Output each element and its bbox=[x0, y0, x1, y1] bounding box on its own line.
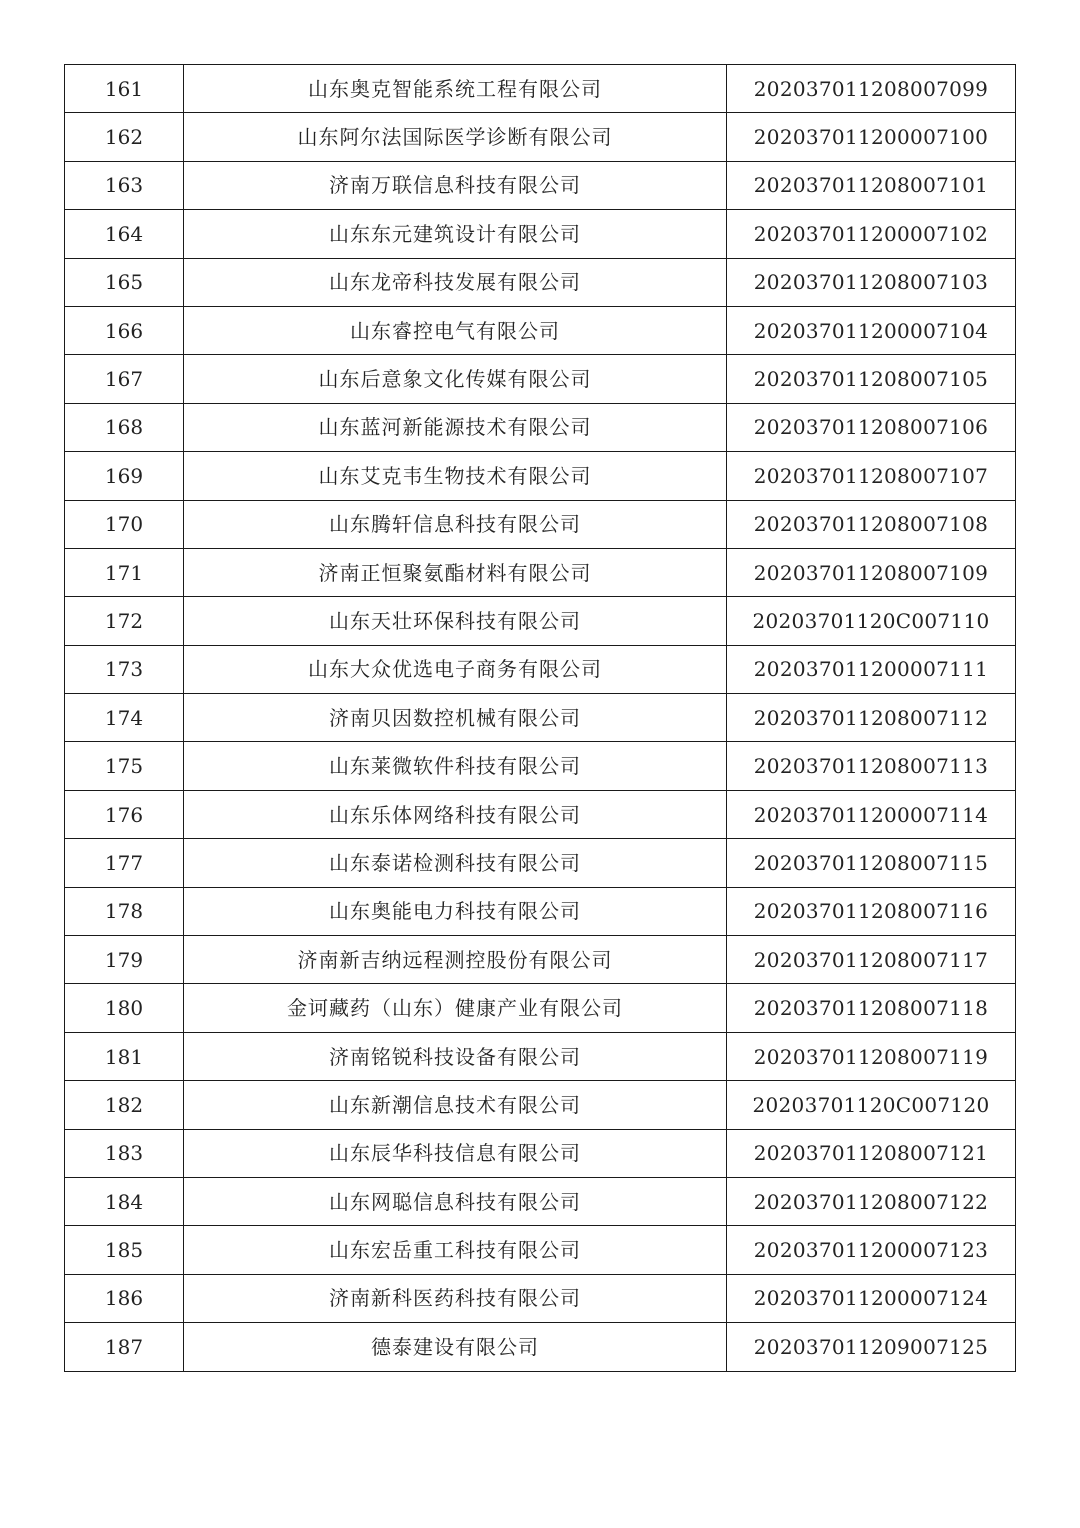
company-name-cell: 山东阿尔法国际医学诊断有限公司 bbox=[184, 113, 727, 161]
row-index-cell: 172 bbox=[65, 597, 184, 645]
registration-code-cell: 202037011208007117 bbox=[727, 936, 1016, 984]
row-index-cell: 171 bbox=[65, 548, 184, 596]
registration-code-cell: 202037011200007104 bbox=[727, 306, 1016, 354]
row-index-cell: 173 bbox=[65, 645, 184, 693]
company-name-cell: 山东睿控电气有限公司 bbox=[184, 306, 727, 354]
row-index-cell: 177 bbox=[65, 839, 184, 887]
company-name-cell: 山东艾克韦生物技术有限公司 bbox=[184, 452, 727, 500]
row-index-cell: 186 bbox=[65, 1274, 184, 1322]
table-row bbox=[65, 548, 1016, 596]
company-name-cell: 山东后意象文化传媒有限公司 bbox=[184, 355, 727, 403]
registration-code-cell: 202037011208007103 bbox=[727, 258, 1016, 306]
registration-code-cell: 202037011208007118 bbox=[727, 984, 1016, 1032]
registration-code-cell: 202037011200007102 bbox=[727, 210, 1016, 258]
table-row bbox=[65, 1323, 1016, 1371]
company-name-cell: 山东腾轩信息科技有限公司 bbox=[184, 500, 727, 548]
row-index-cell: 169 bbox=[65, 452, 184, 500]
company-name-cell: 山东蓝河新能源技术有限公司 bbox=[184, 403, 727, 451]
table-row bbox=[65, 694, 1016, 742]
table-row bbox=[65, 355, 1016, 403]
table-row bbox=[65, 1177, 1016, 1225]
row-index-cell: 183 bbox=[65, 1129, 184, 1177]
company-name-cell: 山东乐体网络科技有限公司 bbox=[184, 790, 727, 838]
company-registry-table bbox=[64, 64, 1016, 1372]
company-name-cell: 济南新吉纳远程测控股份有限公司 bbox=[184, 936, 727, 984]
table-row bbox=[65, 210, 1016, 258]
company-name-cell: 济南铭锐科技设备有限公司 bbox=[184, 1032, 727, 1080]
table-row bbox=[65, 452, 1016, 500]
table-row bbox=[65, 742, 1016, 790]
table-row bbox=[65, 936, 1016, 984]
registration-code-cell: 202037011200007111 bbox=[727, 645, 1016, 693]
registration-code-cell: 202037011208007109 bbox=[727, 548, 1016, 596]
table-row bbox=[65, 1129, 1016, 1177]
company-name-cell: 德泰建设有限公司 bbox=[184, 1323, 727, 1371]
table-row bbox=[65, 306, 1016, 354]
row-index-cell: 178 bbox=[65, 887, 184, 935]
table-row bbox=[65, 1274, 1016, 1322]
table-row bbox=[65, 1226, 1016, 1274]
company-name-cell: 山东天壮环保科技有限公司 bbox=[184, 597, 727, 645]
row-index-cell: 175 bbox=[65, 742, 184, 790]
table-row bbox=[65, 403, 1016, 451]
company-name-cell: 山东大众优选电子商务有限公司 bbox=[184, 645, 727, 693]
company-name-cell: 金诃藏药（山东）健康产业有限公司 bbox=[184, 984, 727, 1032]
company-name-cell: 山东泰诺检测科技有限公司 bbox=[184, 839, 727, 887]
row-index-cell: 180 bbox=[65, 984, 184, 1032]
company-name-cell: 山东辰华科技信息有限公司 bbox=[184, 1129, 727, 1177]
row-index-cell: 179 bbox=[65, 936, 184, 984]
registration-code-cell: 202037011208007119 bbox=[727, 1032, 1016, 1080]
registration-code-cell: 202037011208007108 bbox=[727, 500, 1016, 548]
table-row bbox=[65, 887, 1016, 935]
row-index-cell: 166 bbox=[65, 306, 184, 354]
registration-code-cell: 202037011200007100 bbox=[727, 113, 1016, 161]
company-name-cell: 济南贝因数控机械有限公司 bbox=[184, 694, 727, 742]
registration-code-cell: 20203701120C007120 bbox=[727, 1081, 1016, 1129]
table-row bbox=[65, 1081, 1016, 1129]
table-row bbox=[65, 839, 1016, 887]
table-body bbox=[65, 65, 1016, 1372]
registration-code-cell: 202037011200007123 bbox=[727, 1226, 1016, 1274]
registration-code-cell: 202037011200007124 bbox=[727, 1274, 1016, 1322]
company-name-cell: 济南万联信息科技有限公司 bbox=[184, 161, 727, 209]
company-name-cell: 山东东元建筑设计有限公司 bbox=[184, 210, 727, 258]
company-name-cell: 山东网聪信息科技有限公司 bbox=[184, 1177, 727, 1225]
document-page bbox=[64, 64, 1015, 1372]
company-name-cell: 山东龙帝科技发展有限公司 bbox=[184, 258, 727, 306]
table-row bbox=[65, 597, 1016, 645]
registration-code-cell: 202037011208007101 bbox=[727, 161, 1016, 209]
table-row bbox=[65, 984, 1016, 1032]
registration-code-cell: 202037011208007115 bbox=[727, 839, 1016, 887]
row-index-cell: 164 bbox=[65, 210, 184, 258]
registration-code-cell: 202037011208007099 bbox=[727, 65, 1016, 113]
registration-code-cell: 202037011208007113 bbox=[727, 742, 1016, 790]
table-row bbox=[65, 645, 1016, 693]
company-name-cell: 山东宏岳重工科技有限公司 bbox=[184, 1226, 727, 1274]
company-name-cell: 山东新潮信息技术有限公司 bbox=[184, 1081, 727, 1129]
table-row bbox=[65, 113, 1016, 161]
registration-code-cell: 202037011208007121 bbox=[727, 1129, 1016, 1177]
company-name-cell: 山东奥克智能系统工程有限公司 bbox=[184, 65, 727, 113]
row-index-cell: 168 bbox=[65, 403, 184, 451]
registration-code-cell: 202037011208007122 bbox=[727, 1177, 1016, 1225]
row-index-cell: 187 bbox=[65, 1323, 184, 1371]
row-index-cell: 176 bbox=[65, 790, 184, 838]
row-index-cell: 165 bbox=[65, 258, 184, 306]
row-index-cell: 170 bbox=[65, 500, 184, 548]
registration-code-cell: 202037011208007105 bbox=[727, 355, 1016, 403]
row-index-cell: 184 bbox=[65, 1177, 184, 1225]
row-index-cell: 181 bbox=[65, 1032, 184, 1080]
row-index-cell: 182 bbox=[65, 1081, 184, 1129]
registration-code-cell: 20203701120C007110 bbox=[727, 597, 1016, 645]
table-row bbox=[65, 790, 1016, 838]
row-index-cell: 161 bbox=[65, 65, 184, 113]
registration-code-cell: 202037011208007107 bbox=[727, 452, 1016, 500]
table-row bbox=[65, 1032, 1016, 1080]
row-index-cell: 167 bbox=[65, 355, 184, 403]
row-index-cell: 162 bbox=[65, 113, 184, 161]
table-row bbox=[65, 500, 1016, 548]
registration-code-cell: 202037011208007116 bbox=[727, 887, 1016, 935]
table-row bbox=[65, 65, 1016, 113]
registration-code-cell: 202037011200007114 bbox=[727, 790, 1016, 838]
row-index-cell: 185 bbox=[65, 1226, 184, 1274]
registration-code-cell: 202037011208007106 bbox=[727, 403, 1016, 451]
table-row bbox=[65, 258, 1016, 306]
company-name-cell: 济南新科医药科技有限公司 bbox=[184, 1274, 727, 1322]
registration-code-cell: 202037011208007112 bbox=[727, 694, 1016, 742]
company-name-cell: 济南正恒聚氨酯材料有限公司 bbox=[184, 548, 727, 596]
company-name-cell: 山东莱微软件科技有限公司 bbox=[184, 742, 727, 790]
registration-code-cell: 202037011209007125 bbox=[727, 1323, 1016, 1371]
table-row bbox=[65, 161, 1016, 209]
company-name-cell: 山东奥能电力科技有限公司 bbox=[184, 887, 727, 935]
row-index-cell: 174 bbox=[65, 694, 184, 742]
row-index-cell: 163 bbox=[65, 161, 184, 209]
